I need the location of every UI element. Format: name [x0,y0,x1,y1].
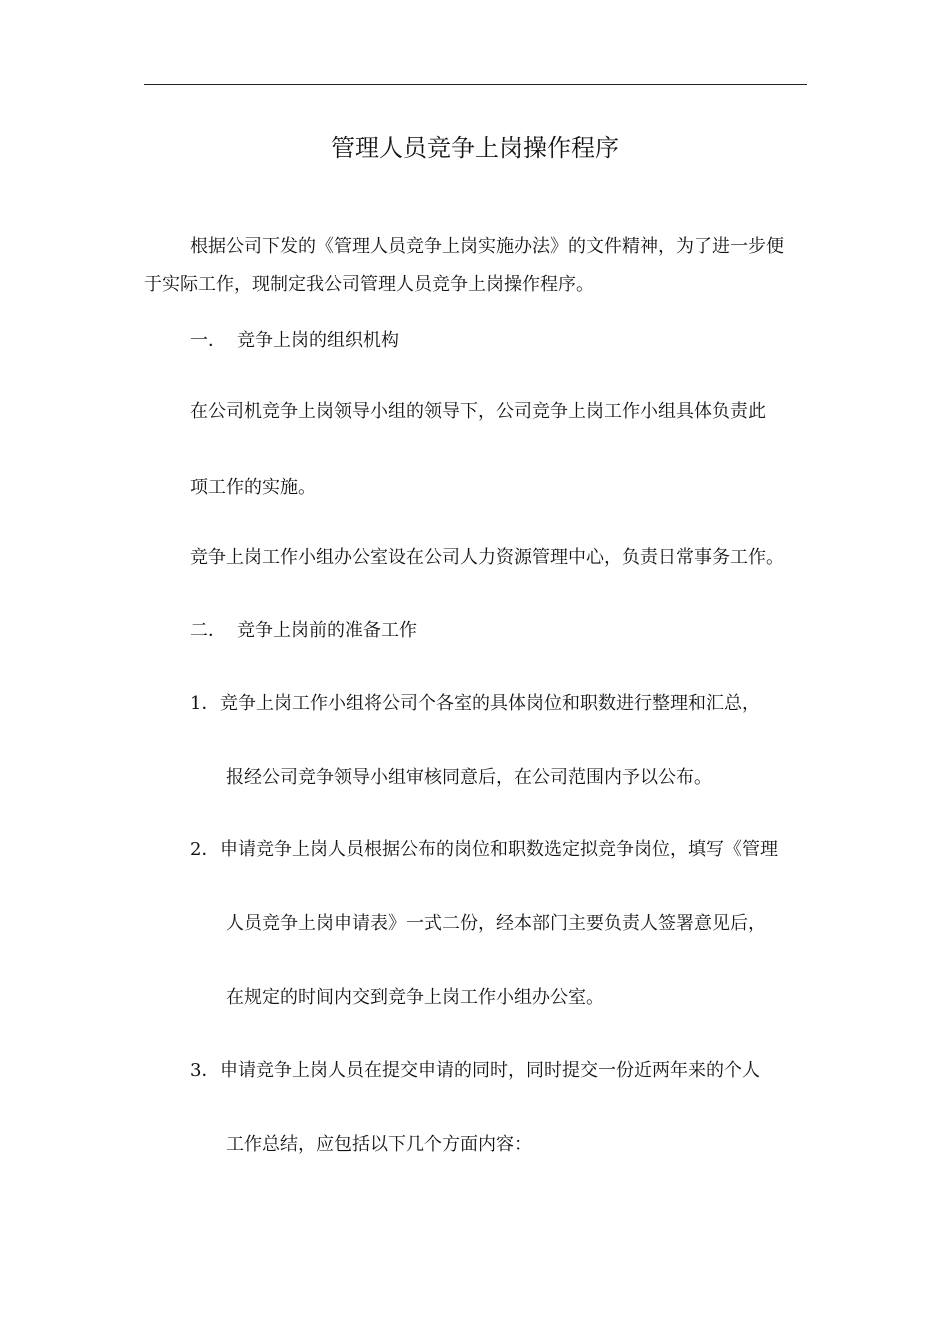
item-3-number: 3． [190,1060,220,1081]
item-1-number: 1． [190,693,220,714]
item-1-line-2: 报经公司竞争领导小组审核同意后，在公司范围内予以公布。 [226,767,712,788]
item-2-line-3: 在规定的时间内交到竞争上岗工作小组办公室。 [226,987,604,1008]
section-1-paragraph-1-line-2: 项工作的实施。 [190,477,316,498]
intro-line-1: 根据公司下发的《管理人员竞争上岗实施办法》的文件精神，为了进一步便 [190,236,784,257]
item-3-line-1: 申请竞争上岗人员在提交申请的同时，同时提交一份近两年来的个人 [220,1060,760,1081]
section-2-heading: 竞争上岗前的准备工作 [237,620,417,641]
section-1-heading: 竞争上岗的组织机构 [237,330,399,351]
header-rule [144,84,807,85]
item-1-line-1: 竞争上岗工作小组将公司个各室的具体岗位和职数进行整理和汇总， [220,693,760,714]
section-1-paragraph-1-line-1: 在公司机竞争上岗领导小组的领导下，公司竞争上岗工作小组具体负责此 [190,401,766,422]
item-2-line-2: 人员竞争上岗申请表》一式二份，经本部门主要负责人签署意见后， [226,913,766,934]
item-2-line-1: 申请竞争上岗人员根据公布的岗位和职数选定拟竞争岗位，填写《管理 [220,839,778,860]
intro-line-2: 于实际工作，现制定我公司管理人员竞争上岗操作程序。 [144,274,594,295]
section-1-paragraph-2: 竞争上岗工作小组办公室设在公司人力资源管理中心，负责日常事务工作。 [190,547,784,568]
section-2-marker: 二． [190,620,226,641]
section-1-marker: 一． [190,330,226,351]
item-3-line-2: 工作总结，应包括以下几个方面内容： [226,1134,532,1155]
item-2-number: 2． [190,839,220,860]
document-title: 管理人员竞争上岗操作程序 [331,134,619,162]
